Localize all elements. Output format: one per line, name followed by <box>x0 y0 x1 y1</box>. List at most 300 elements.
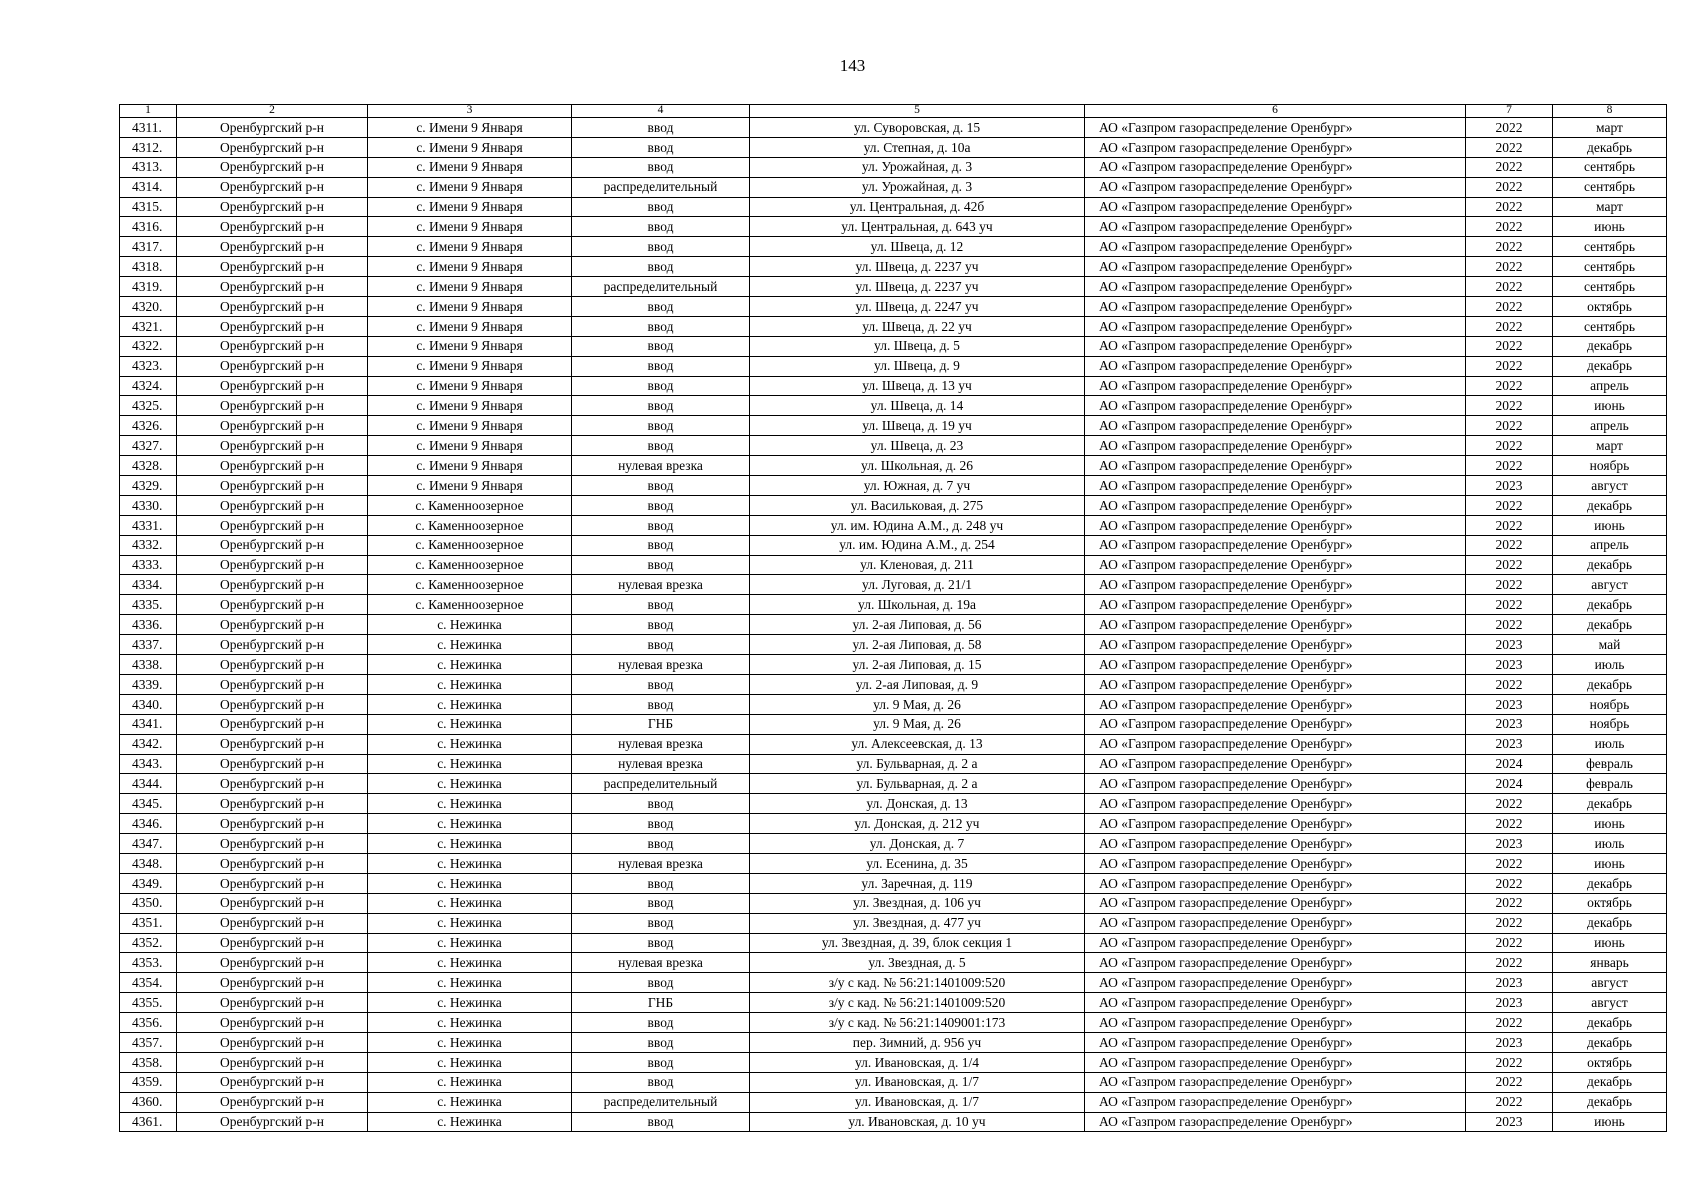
settlement-cell: с. Имени 9 Января <box>368 376 572 396</box>
row-number-cell: 4344. <box>120 774 177 794</box>
year-cell: 2022 <box>1466 157 1553 177</box>
table-row <box>120 913 1667 933</box>
table-row <box>120 376 1667 396</box>
district-cell: Оренбургский р-н <box>177 734 368 754</box>
month-cell: декабрь <box>1553 794 1667 814</box>
row-number-cell: 4314. <box>120 177 177 197</box>
row-number-cell: 4348. <box>120 853 177 873</box>
month-cell: март <box>1553 197 1667 217</box>
organization-cell: АО «Газпром газораспределение Оренбург» <box>1085 913 1466 933</box>
address-cell: ул. Алексеевская, д. 13 <box>750 734 1085 754</box>
header-col-3: 3 <box>368 105 572 118</box>
table-row <box>120 893 1667 913</box>
connection-type-cell: ввод <box>572 476 750 496</box>
address-cell: ул. Луговая, д. 21/1 <box>750 575 1085 595</box>
address-cell: ул. 2-ая Липовая, д. 9 <box>750 674 1085 694</box>
table-row <box>120 1032 1667 1052</box>
row-number-cell: 4347. <box>120 834 177 854</box>
month-cell: июль <box>1553 834 1667 854</box>
row-number-cell: 4313. <box>120 157 177 177</box>
connection-type-cell: ввод <box>572 237 750 257</box>
year-cell: 2022 <box>1466 376 1553 396</box>
connection-type-cell: ввод <box>572 615 750 635</box>
address-cell: ул. Швеца, д. 9 <box>750 356 1085 376</box>
organization-cell: АО «Газпром газораспределение Оренбург» <box>1085 495 1466 515</box>
connection-type-cell: ГНБ <box>572 714 750 734</box>
month-cell: март <box>1553 436 1667 456</box>
table-row <box>120 197 1667 217</box>
settlement-cell: с. Нежинка <box>368 913 572 933</box>
connection-type-cell: ввод <box>572 555 750 575</box>
settlement-cell: с. Каменноозерное <box>368 515 572 535</box>
address-cell: ул. им. Юдина А.М., д. 248 уч <box>750 515 1085 535</box>
month-cell: июнь <box>1553 396 1667 416</box>
month-cell: сентябрь <box>1553 157 1667 177</box>
district-cell: Оренбургский р-н <box>177 356 368 376</box>
row-number-cell: 4354. <box>120 973 177 993</box>
table-row <box>120 615 1667 635</box>
district-cell: Оренбургский р-н <box>177 118 368 138</box>
organization-cell: АО «Газпром газораспределение Оренбург» <box>1085 177 1466 197</box>
year-cell: 2023 <box>1466 993 1553 1013</box>
organization-cell: АО «Газпром газораспределение Оренбург» <box>1085 1052 1466 1072</box>
connection-type-cell: ввод <box>572 197 750 217</box>
row-number-cell: 4319. <box>120 277 177 297</box>
district-cell: Оренбургский р-н <box>177 694 368 714</box>
month-cell: декабрь <box>1553 595 1667 615</box>
row-number-cell: 4327. <box>120 436 177 456</box>
district-cell: Оренбургский р-н <box>177 655 368 675</box>
row-number-cell: 4353. <box>120 953 177 973</box>
settlement-cell: с. Нежинка <box>368 714 572 734</box>
month-cell: июнь <box>1553 814 1667 834</box>
settlement-cell: с. Имени 9 Января <box>368 217 572 237</box>
month-cell: октябрь <box>1553 1052 1667 1072</box>
year-cell: 2023 <box>1466 476 1553 496</box>
organization-cell: АО «Газпром газораспределение Оренбург» <box>1085 615 1466 635</box>
district-cell: Оренбургский р-н <box>177 794 368 814</box>
table-row <box>120 774 1667 794</box>
row-number-cell: 4350. <box>120 893 177 913</box>
organization-cell: АО «Газпром газораспределение Оренбург» <box>1085 555 1466 575</box>
connection-type-cell: нулевая врезка <box>572 456 750 476</box>
address-cell: ул. Швеца, д. 22 уч <box>750 316 1085 336</box>
table-row <box>120 1013 1667 1033</box>
connection-type-cell: нулевая врезка <box>572 655 750 675</box>
connection-type-cell: распределительный <box>572 277 750 297</box>
district-cell: Оренбургский р-н <box>177 993 368 1013</box>
month-cell: декабрь <box>1553 913 1667 933</box>
address-cell: ул. Центральная, д. 643 уч <box>750 217 1085 237</box>
table-row <box>120 396 1667 416</box>
row-number-cell: 4341. <box>120 714 177 734</box>
connection-type-cell: ввод <box>572 316 750 336</box>
year-cell: 2023 <box>1466 973 1553 993</box>
table-row <box>120 137 1667 157</box>
district-cell: Оренбургский р-н <box>177 137 368 157</box>
organization-cell: АО «Газпром газораспределение Оренбург» <box>1085 754 1466 774</box>
row-number-cell: 4317. <box>120 237 177 257</box>
data-table <box>119 104 1667 1132</box>
row-number-cell: 4355. <box>120 993 177 1013</box>
organization-cell: АО «Газпром газораспределение Оренбург» <box>1085 575 1466 595</box>
row-number-cell: 4320. <box>120 297 177 317</box>
settlement-cell: с. Нежинка <box>368 774 572 794</box>
address-cell: з/у с кад. № 56:21:1401009:520 <box>750 973 1085 993</box>
year-cell: 2022 <box>1466 814 1553 834</box>
organization-cell: АО «Газпром газораспределение Оренбург» <box>1085 674 1466 694</box>
month-cell: декабрь <box>1553 615 1667 635</box>
address-cell: ул. Школьная, д. 26 <box>750 456 1085 476</box>
row-number-cell: 4337. <box>120 635 177 655</box>
organization-cell: АО «Газпром газораспределение Оренбург» <box>1085 694 1466 714</box>
connection-type-cell: ввод <box>572 1032 750 1052</box>
address-cell: ул. Донская, д. 212 уч <box>750 814 1085 834</box>
settlement-cell: с. Нежинка <box>368 1052 572 1072</box>
year-cell: 2024 <box>1466 774 1553 794</box>
connection-type-cell: ввод <box>572 297 750 317</box>
connection-type-cell: ввод <box>572 1112 750 1132</box>
table-row <box>120 436 1667 456</box>
settlement-cell: с. Нежинка <box>368 1072 572 1092</box>
table-row <box>120 495 1667 515</box>
header-col-8: 8 <box>1553 105 1667 118</box>
month-cell: декабрь <box>1553 1072 1667 1092</box>
district-cell: Оренбургский р-н <box>177 336 368 356</box>
table-row <box>120 277 1667 297</box>
table-row <box>120 873 1667 893</box>
year-cell: 2022 <box>1466 953 1553 973</box>
year-cell: 2022 <box>1466 137 1553 157</box>
table-row <box>120 1052 1667 1072</box>
organization-cell: АО «Газпром газораспределение Оренбург» <box>1085 118 1466 138</box>
year-cell: 2022 <box>1466 277 1553 297</box>
table-row <box>120 456 1667 476</box>
address-cell: ул. Звездная, д. 106 уч <box>750 893 1085 913</box>
organization-cell: АО «Газпром газораспределение Оренбург» <box>1085 376 1466 396</box>
row-number-cell: 4328. <box>120 456 177 476</box>
district-cell: Оренбургский р-н <box>177 535 368 555</box>
district-cell: Оренбургский р-н <box>177 615 368 635</box>
month-cell: сентябрь <box>1553 257 1667 277</box>
settlement-cell: с. Каменноозерное <box>368 535 572 555</box>
address-cell: ул. 2-ая Липовая, д. 15 <box>750 655 1085 675</box>
table-row <box>120 336 1667 356</box>
month-cell: апрель <box>1553 535 1667 555</box>
row-number-cell: 4356. <box>120 1013 177 1033</box>
district-cell: Оренбургский р-н <box>177 913 368 933</box>
month-cell: декабрь <box>1553 356 1667 376</box>
settlement-cell: с. Нежинка <box>368 893 572 913</box>
settlement-cell: с. Имени 9 Января <box>368 416 572 436</box>
table-row <box>120 853 1667 873</box>
row-number-cell: 4334. <box>120 575 177 595</box>
year-cell: 2022 <box>1466 336 1553 356</box>
table-row <box>120 555 1667 575</box>
settlement-cell: с. Имени 9 Января <box>368 476 572 496</box>
month-cell: июль <box>1553 734 1667 754</box>
connection-type-cell: ввод <box>572 416 750 436</box>
connection-type-cell: ввод <box>572 217 750 237</box>
organization-cell: АО «Газпром газораспределение Оренбург» <box>1085 794 1466 814</box>
month-cell: декабрь <box>1553 495 1667 515</box>
year-cell: 2022 <box>1466 555 1553 575</box>
district-cell: Оренбургский р-н <box>177 316 368 336</box>
connection-type-cell: ввод <box>572 694 750 714</box>
connection-type-cell: ввод <box>572 336 750 356</box>
connection-type-cell: ввод <box>572 1052 750 1072</box>
organization-cell: АО «Газпром газораспределение Оренбург» <box>1085 217 1466 237</box>
connection-type-cell: нулевая врезка <box>572 754 750 774</box>
row-number-cell: 4316. <box>120 217 177 237</box>
row-number-cell: 4315. <box>120 197 177 217</box>
organization-cell: АО «Газпром газораспределение Оренбург» <box>1085 1072 1466 1092</box>
table-row <box>120 933 1667 953</box>
row-number-cell: 4335. <box>120 595 177 615</box>
table-row <box>120 257 1667 277</box>
address-cell: ул. Заречная, д. 119 <box>750 873 1085 893</box>
row-number-cell: 4330. <box>120 495 177 515</box>
address-cell: ул. 9 Мая, д. 26 <box>750 714 1085 734</box>
year-cell: 2022 <box>1466 853 1553 873</box>
settlement-cell: с. Нежинка <box>368 635 572 655</box>
organization-cell: АО «Газпром газораспределение Оренбург» <box>1085 515 1466 535</box>
row-number-cell: 4340. <box>120 694 177 714</box>
settlement-cell: с. Нежинка <box>368 1112 572 1132</box>
table-row <box>120 237 1667 257</box>
settlement-cell: с. Каменноозерное <box>368 575 572 595</box>
connection-type-cell: нулевая врезка <box>572 953 750 973</box>
settlement-cell: с. Имени 9 Января <box>368 356 572 376</box>
address-cell: ул. Звездная, д. 39, блок секция 1 <box>750 933 1085 953</box>
connection-type-cell: ввод <box>572 535 750 555</box>
table-row <box>120 734 1667 754</box>
address-cell: ул. 2-ая Липовая, д. 56 <box>750 615 1085 635</box>
month-cell: июнь <box>1553 217 1667 237</box>
settlement-cell: с. Нежинка <box>368 853 572 873</box>
month-cell: август <box>1553 575 1667 595</box>
district-cell: Оренбургский р-н <box>177 376 368 396</box>
address-cell: ул. Швеца, д. 19 уч <box>750 416 1085 436</box>
year-cell: 2023 <box>1466 635 1553 655</box>
settlement-cell: с. Имени 9 Января <box>368 316 572 336</box>
row-number-cell: 4311. <box>120 118 177 138</box>
organization-cell: АО «Газпром газораспределение Оренбург» <box>1085 237 1466 257</box>
year-cell: 2022 <box>1466 316 1553 336</box>
connection-type-cell: распределительный <box>572 177 750 197</box>
settlement-cell: с. Имени 9 Января <box>368 456 572 476</box>
row-number-cell: 4351. <box>120 913 177 933</box>
address-cell: ул. Донская, д. 13 <box>750 794 1085 814</box>
year-cell: 2022 <box>1466 197 1553 217</box>
district-cell: Оренбургский р-н <box>177 1092 368 1112</box>
organization-cell: АО «Газпром газораспределение Оренбург» <box>1085 734 1466 754</box>
header-col-2: 2 <box>177 105 368 118</box>
district-cell: Оренбургский р-н <box>177 555 368 575</box>
table-row <box>120 754 1667 774</box>
district-cell: Оренбургский р-н <box>177 1013 368 1033</box>
district-cell: Оренбургский р-н <box>177 396 368 416</box>
address-cell: ул. 9 Мая, д. 26 <box>750 694 1085 714</box>
connection-type-cell: ввод <box>572 1013 750 1033</box>
organization-cell: АО «Газпром газораспределение Оренбург» <box>1085 197 1466 217</box>
district-cell: Оренбургский р-н <box>177 635 368 655</box>
month-cell: декабрь <box>1553 1092 1667 1112</box>
month-cell: февраль <box>1553 754 1667 774</box>
address-cell: ул. Швеца, д. 2237 уч <box>750 277 1085 297</box>
district-cell: Оренбургский р-н <box>177 436 368 456</box>
settlement-cell: с. Нежинка <box>368 814 572 834</box>
row-number-cell: 4338. <box>120 655 177 675</box>
connection-type-cell: нулевая врезка <box>572 575 750 595</box>
organization-cell: АО «Газпром газораспределение Оренбург» <box>1085 1112 1466 1132</box>
year-cell: 2022 <box>1466 794 1553 814</box>
organization-cell: АО «Газпром газораспределение Оренбург» <box>1085 436 1466 456</box>
connection-type-cell: ввод <box>572 973 750 993</box>
district-cell: Оренбургский р-н <box>177 476 368 496</box>
district-cell: Оренбургский р-н <box>177 495 368 515</box>
organization-cell: АО «Газпром газораспределение Оренбург» <box>1085 456 1466 476</box>
year-cell: 2022 <box>1466 515 1553 535</box>
settlement-cell: с. Имени 9 Января <box>368 297 572 317</box>
connection-type-cell: ввод <box>572 495 750 515</box>
settlement-cell: с. Имени 9 Января <box>368 396 572 416</box>
month-cell: декабрь <box>1553 674 1667 694</box>
district-cell: Оренбургский р-н <box>177 774 368 794</box>
row-number-cell: 4333. <box>120 555 177 575</box>
year-cell: 2022 <box>1466 237 1553 257</box>
settlement-cell: с. Нежинка <box>368 834 572 854</box>
address-cell: ул. Суворовская, д. 15 <box>750 118 1085 138</box>
connection-type-cell: ввод <box>572 1072 750 1092</box>
row-number-cell: 4329. <box>120 476 177 496</box>
settlement-cell: с. Нежинка <box>368 1092 572 1112</box>
settlement-cell: с. Нежинка <box>368 933 572 953</box>
connection-type-cell: нулевая врезка <box>572 734 750 754</box>
table-row <box>120 635 1667 655</box>
year-cell: 2022 <box>1466 1092 1553 1112</box>
year-cell: 2023 <box>1466 655 1553 675</box>
year-cell: 2022 <box>1466 217 1553 237</box>
month-cell: август <box>1553 476 1667 496</box>
connection-type-cell: ввод <box>572 595 750 615</box>
settlement-cell: с. Имени 9 Января <box>368 257 572 277</box>
connection-type-cell: ввод <box>572 814 750 834</box>
table-row <box>120 595 1667 615</box>
row-number-cell: 4352. <box>120 933 177 953</box>
month-cell: сентябрь <box>1553 237 1667 257</box>
settlement-cell: с. Имени 9 Января <box>368 436 572 456</box>
month-cell: апрель <box>1553 416 1667 436</box>
settlement-cell: с. Имени 9 Января <box>368 157 572 177</box>
month-cell: декабрь <box>1553 137 1667 157</box>
address-cell: ул. 2-ая Липовая, д. 58 <box>750 635 1085 655</box>
year-cell: 2022 <box>1466 436 1553 456</box>
table-row <box>120 655 1667 675</box>
address-cell: ул. Южная, д. 7 уч <box>750 476 1085 496</box>
connection-type-cell: ввод <box>572 118 750 138</box>
organization-cell: АО «Газпром газораспределение Оренбург» <box>1085 635 1466 655</box>
settlement-cell: с. Имени 9 Января <box>368 336 572 356</box>
month-cell: ноябрь <box>1553 714 1667 734</box>
year-cell: 2022 <box>1466 933 1553 953</box>
organization-cell: АО «Газпром газораспределение Оренбург» <box>1085 714 1466 734</box>
organization-cell: АО «Газпром газораспределение Оренбург» <box>1085 316 1466 336</box>
address-cell: ул. Урожайная, д. 3 <box>750 157 1085 177</box>
address-cell: ул. Ивановская, д. 10 уч <box>750 1112 1085 1132</box>
organization-cell: АО «Газпром газораспределение Оренбург» <box>1085 157 1466 177</box>
address-cell: ул. Кленовая, д. 211 <box>750 555 1085 575</box>
settlement-cell: с. Нежинка <box>368 734 572 754</box>
address-cell: ул. Швеца, д. 14 <box>750 396 1085 416</box>
settlement-cell: с. Имени 9 Января <box>368 237 572 257</box>
connection-type-cell: ввод <box>572 376 750 396</box>
organization-cell: АО «Газпром газораспределение Оренбург» <box>1085 973 1466 993</box>
row-number-cell: 4332. <box>120 535 177 555</box>
address-cell: ул. Ивановская, д. 1/7 <box>750 1092 1085 1112</box>
year-cell: 2024 <box>1466 754 1553 774</box>
address-cell: ул. Васильковая, д. 275 <box>750 495 1085 515</box>
settlement-cell: с. Имени 9 Января <box>368 197 572 217</box>
connection-type-cell: ввод <box>572 257 750 277</box>
table-row <box>120 674 1667 694</box>
settlement-cell: с. Каменноозерное <box>368 595 572 615</box>
address-cell: ул. им. Юдина А.М., д. 254 <box>750 535 1085 555</box>
district-cell: Оренбургский р-н <box>177 1032 368 1052</box>
year-cell: 2023 <box>1466 694 1553 714</box>
row-number-cell: 4324. <box>120 376 177 396</box>
month-cell: ноябрь <box>1553 694 1667 714</box>
row-number-cell: 4326. <box>120 416 177 436</box>
table-row <box>120 1112 1667 1132</box>
table-row <box>120 515 1667 535</box>
address-cell: ул. Бульварная, д. 2 а <box>750 754 1085 774</box>
settlement-cell: с. Нежинка <box>368 1013 572 1033</box>
district-cell: Оренбургский р-н <box>177 973 368 993</box>
settlement-cell: с. Нежинка <box>368 694 572 714</box>
page-number: 143 <box>839 56 866 75</box>
settlement-cell: с. Нежинка <box>368 953 572 973</box>
connection-type-cell: ввод <box>572 834 750 854</box>
month-cell: июнь <box>1553 515 1667 535</box>
row-number-cell: 4349. <box>120 873 177 893</box>
month-cell: ноябрь <box>1553 456 1667 476</box>
district-cell: Оренбургский р-н <box>177 237 368 257</box>
year-cell: 2023 <box>1466 834 1553 854</box>
settlement-cell: с. Имени 9 Января <box>368 137 572 157</box>
district-cell: Оренбургский р-н <box>177 853 368 873</box>
district-cell: Оренбургский р-н <box>177 953 368 973</box>
settlement-cell: с. Нежинка <box>368 674 572 694</box>
table-row <box>120 356 1667 376</box>
address-cell: з/у с кад. № 56:21:1409001:173 <box>750 1013 1085 1033</box>
row-number-cell: 4312. <box>120 137 177 157</box>
settlement-cell: с. Нежинка <box>368 973 572 993</box>
table-row <box>120 834 1667 854</box>
settlement-cell: с. Каменноозерное <box>368 555 572 575</box>
district-cell: Оренбургский р-н <box>177 177 368 197</box>
row-number-cell: 4358. <box>120 1052 177 1072</box>
year-cell: 2023 <box>1466 734 1553 754</box>
address-cell: ул. Степная, д. 10а <box>750 137 1085 157</box>
district-cell: Оренбургский р-н <box>177 814 368 834</box>
table-row <box>120 993 1667 1013</box>
header-col-7: 7 <box>1466 105 1553 118</box>
district-cell: Оренбургский р-н <box>177 575 368 595</box>
year-cell: 2022 <box>1466 595 1553 615</box>
row-number-cell: 4361. <box>120 1112 177 1132</box>
district-cell: Оренбургский р-н <box>177 595 368 615</box>
